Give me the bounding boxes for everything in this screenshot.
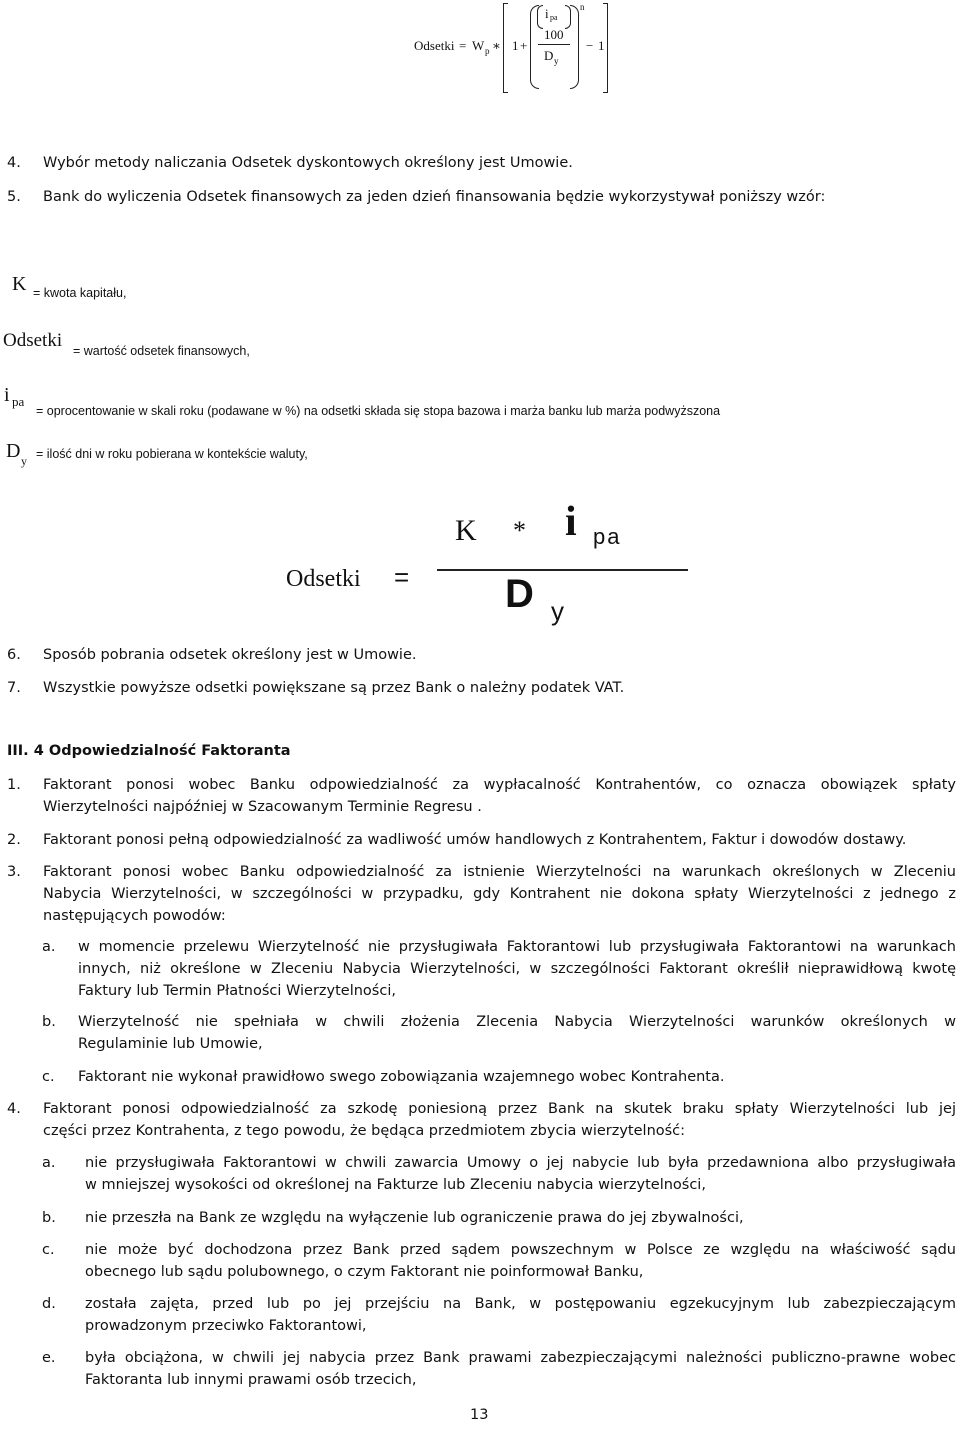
paragraph-3	[0, 861, 960, 927]
sub-item-line: była obciążona, w chwili jej nabycia przez Bank prawami zabezpieczającymi należności publiczno-prawne wobec	[85, 1350, 956, 1366]
definition-text: = ilość dni w roku pobierana w kontekście waluty,	[36, 447, 308, 461]
sub-item-letter: e.	[42, 1350, 56, 1366]
sub-item-3a	[0, 936, 960, 1002]
formula-top-plus: +	[520, 38, 528, 53]
formula-top-w-sub: p	[485, 46, 490, 56]
paragraph-number: 3.	[7, 864, 21, 880]
list-item-number: 7.	[7, 680, 21, 696]
list-item-text: Sposób pobrania odsetek określony jest w Umowie.	[43, 647, 417, 663]
paragraph-1	[0, 774, 960, 818]
formula-top-d-sub: y	[554, 56, 559, 66]
formula-top-exp: n	[580, 2, 585, 12]
paragraph-line: Wierzytelności najpóźniej w Szacowanym Terminie Regresu .	[43, 799, 482, 815]
section-heading: III. 4 Odpowiedzialność Faktoranta	[7, 743, 291, 759]
sub-item-line: w mniejszej wysokości od określonej na Fakturze lub Zleceniu nabycia wierzytelności,	[85, 1177, 706, 1193]
paragraph-number: 1.	[7, 777, 21, 793]
sub-item-4c	[0, 1239, 960, 1283]
paragraph-line: części przez Kontrahenta, z tego powodu, że będąca przedmiotem zbycia wierzytelność:	[43, 1123, 686, 1139]
formula-top-eq: =	[459, 38, 467, 53]
inner-paren-right	[570, 5, 579, 89]
definition-subscript: pa	[12, 394, 25, 409]
formula-main-fraction-line	[437, 569, 688, 571]
formula-top-one-end: 1	[598, 38, 605, 53]
sub-item-letter: c.	[42, 1242, 55, 1258]
formula-main-d-sub: y	[551, 596, 564, 626]
sub-item-line: obecnego lub sądu polubownego, o czym Faktorant nie poinformował Banku,	[85, 1264, 644, 1280]
sub-item-line: nie przysługiwała Faktorantowi w chwili zawarcia Umowy o jej nabycie lub była przedawniona albo przysługiwała	[85, 1155, 956, 1171]
sub-item-4e	[0, 1347, 960, 1391]
paragraph-4	[0, 1098, 960, 1142]
sub-item-line: w momencie przelewu Wierzytelność nie przysługiwała Faktorantowi lub przysługiwała Faktorantowi na warunkach	[78, 939, 956, 955]
sub-item-line: innych, niż określone w Zleceniu Nabycia Wierzytelności, w szczególności Faktorant określił nieprawidłową kwotę	[78, 961, 956, 977]
sub-item-line: została zajęta, przed lub po jej przejściu na Bank, w postępowaniu egzekucyjnym lub zabezpieczającym	[85, 1296, 956, 1312]
sub-item-3c	[0, 1066, 960, 1088]
paragraph-line: Nabycia Wierzytelności, w szczególności w przypadku, gdy Kontrahent nie dokona spłaty Wierzytelności z jednego z	[43, 886, 956, 902]
formula-top-d: D	[544, 48, 554, 63]
formula-main	[0, 500, 960, 635]
sub-item-4a	[0, 1152, 960, 1196]
paragraph-line: Faktorant ponosi wobec Banku odpowiedzialność za istnienie Wierzytelności na warunkach określonych w Zleceniu	[43, 864, 956, 880]
definition-dy	[0, 440, 960, 476]
paragraph-line: Faktorant ponosi pełną odpowiedzialność za wadliwość umów handlowych z Kontrahentem, Faktur i dowodów dostawy.	[43, 832, 907, 848]
sub-item-letter: b.	[42, 1210, 56, 1226]
list-item-text: Wszystkie powyższe odsetki powiększane są przez Bank o należny podatek VAT.	[43, 680, 625, 696]
paragraph-line: następujących powodów:	[43, 908, 226, 924]
formula-top-one: 1	[512, 38, 519, 53]
sub-item-3b	[0, 1011, 960, 1055]
list-item-number: 4.	[7, 155, 21, 171]
sub-item-4d	[0, 1293, 960, 1337]
formula-top-i-sub: pa	[550, 13, 558, 22]
list-item-number: 6.	[7, 647, 21, 663]
sub-item-line: Faktoranta lub innymi prawami osób trzecich,	[85, 1372, 417, 1388]
sub-item-letter: b.	[42, 1014, 56, 1030]
formula-main-star: *	[513, 516, 526, 545]
formula-top-hundred: 100	[544, 27, 564, 42]
formula-top	[0, 0, 960, 110]
paragraph-number: 4.	[7, 1101, 21, 1117]
formula-main-lhs: Odsetki	[286, 566, 361, 592]
paragraph-line: Faktorant ponosi odpowiedzialność za szkodę poniesioną przez Bank na skutek braku spłaty Wierzytelności lub jej	[43, 1101, 956, 1117]
sub-item-4b	[0, 1207, 960, 1229]
formula-top-w: W	[472, 38, 485, 53]
definition-text: = wartość odsetek finansowych,	[73, 344, 250, 358]
formula-main-k: K	[455, 514, 477, 547]
sub-item-line: Regulaminie lub Umowie,	[78, 1036, 263, 1052]
formula-top-lhs: Odsetki	[414, 38, 455, 53]
sub-item-line: Wierzytelność nie spełniała w chwili złożenia Zlecenia Nabycia Wierzytelności warunków określonych w	[78, 1014, 956, 1030]
formula-top-mul: ∗	[492, 38, 501, 53]
formula-top-fraction-line	[538, 44, 570, 45]
paragraph-number: 2.	[7, 832, 21, 848]
definition-symbol: i	[4, 384, 10, 406]
definition-symbol: K	[12, 273, 27, 295]
formula-main-d: D	[505, 572, 534, 616]
definition-ipa	[0, 384, 960, 420]
paragraph-line: Faktorant ponosi wobec Banku odpowiedzialność za wypłacalność Kontrahentów, co oznacza obowiązek spłaty	[43, 777, 956, 793]
sub-item-letter: a.	[42, 939, 56, 955]
formula-main-eq: =	[394, 562, 410, 592]
definition-symbol: Odsetki	[3, 330, 63, 351]
formula-top-i: i	[545, 6, 549, 21]
sub-item-line: nie przeszła na Bank ze względu na wyłączenie lub ograniczenie prawa do jej zbywalności,	[85, 1210, 744, 1226]
sub-item-letter: c.	[42, 1069, 55, 1085]
list-item-text: Wybór metody naliczania Odsetek dyskontowych określony jest Umowie.	[43, 155, 573, 171]
list-item-text: Bank do wyliczenia Odsetek finansowych za jeden dzień finansowania będzie wykorzystywał poniższy wzór:	[43, 189, 826, 205]
inner-paren-small-right	[565, 5, 571, 29]
definition-subscript: y	[21, 454, 27, 468]
outer-bracket-left	[503, 3, 508, 93]
definition-k	[0, 273, 960, 303]
sub-item-line: nie może być dochodzona przez Bank przed sądem powszechnym w Polsce ze względu na właściwość sądu	[85, 1242, 956, 1258]
sub-item-line: Faktury lub Termin Płatności Wierzytelności,	[78, 983, 396, 999]
sub-item-letter: a.	[42, 1155, 56, 1171]
paragraph-2	[0, 829, 960, 851]
formula-top-minus: −	[586, 38, 594, 53]
inner-paren-small-left	[537, 5, 543, 29]
formula-main-i: i	[565, 499, 577, 545]
list-item-number: 5.	[7, 189, 21, 205]
sub-item-letter: d.	[42, 1296, 56, 1312]
definition-text: = oprocentowanie w skali roku (podawane w %) na odsetki składa się stopa bazowa i marża banku lub marża podwyższona	[36, 404, 721, 418]
definition-symbol: D	[6, 440, 21, 462]
sub-item-line: Faktorant nie wykonał prawidłowo swego zobowiązania wzajemnego wobec Kontrahenta.	[78, 1069, 725, 1085]
definition-odsetki	[0, 330, 960, 360]
page-number: 13	[470, 1407, 489, 1423]
definition-text: = kwota kapitału,	[33, 286, 127, 300]
formula-main-i-sub: pa	[593, 524, 622, 549]
sub-item-line: prowadzonym przeciwko Faktorantowi,	[85, 1318, 367, 1334]
